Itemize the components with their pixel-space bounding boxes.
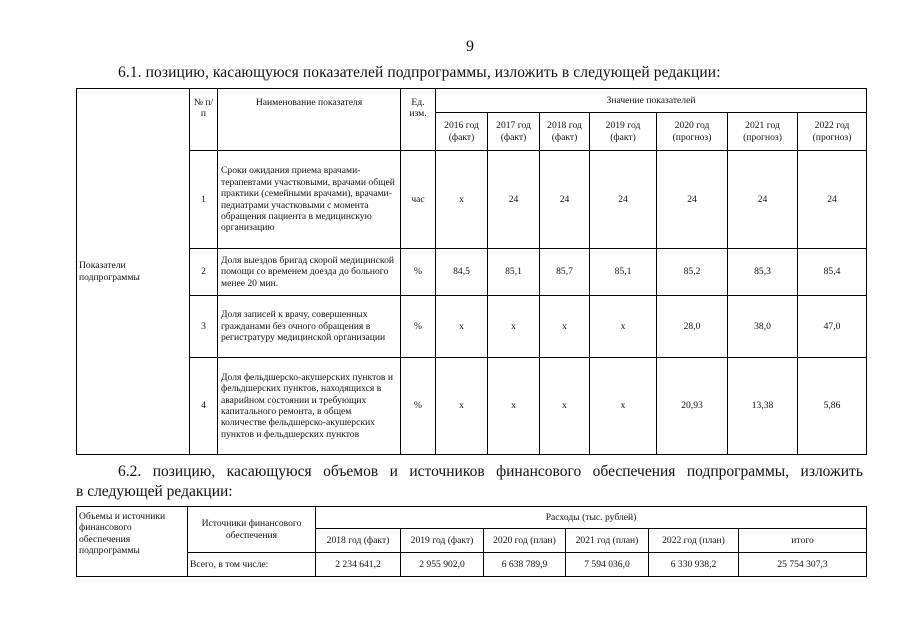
indicator-value: х [436,151,488,249]
indicator-value: 28,0 [657,296,728,358]
table-row [77,249,867,296]
funding-value: 6 638 789,9 [484,553,566,577]
indicator-value: 85,7 [540,249,590,296]
table-row [77,296,867,358]
indicator-value: 24 [540,151,590,249]
section-6-2-word: финансового [496,463,582,480]
indicator-value: х [590,296,657,358]
funding-value: 6 330 938,2 [649,553,739,577]
header-year: 2020 год (план) [484,529,566,553]
section-6-2-word: касающуюся [226,463,312,480]
header-year: 2019 год (факт) [590,113,657,151]
header-year: 2020 год (прогноз) [657,113,728,151]
indicator-unit: % [401,249,436,296]
section-6-2-word: источников [409,463,485,480]
header-year: 2016 год (факт) [436,113,488,151]
indicator-value: х [436,296,488,358]
indicator-name: Доля выездов бригад скорой медицинской помощи со временем доезда до больного менее 20 мин. [218,249,401,296]
header-unit: Ед. изм. [401,89,436,151]
indicator-name: Доля записей к врачу, совершенных гражданами без очного обращения в регистратуру медицинской организации [218,296,401,358]
indicator-name: Сроки ожидания приема врачами-терапевтами участковыми, врачами общей практики (семейными врачами), врачами-педиатрами участковыми с момента обращения пациента в медицинскую организацию [218,151,401,249]
indicator-value: х [590,358,657,455]
funding-value: 2 955 902,0 [401,553,484,577]
section-6-2-word: позицию, [152,463,216,480]
header-year: 2021 год (прогноз) [728,113,798,151]
indicator-value: 85,1 [590,249,657,296]
section-6-2-word: объемов [323,463,379,480]
header-year: 2021 год (план) [566,529,649,553]
indicator-value: 5,86 [798,358,867,455]
indicator-value: х [436,358,488,455]
header-year: 2022 год (прогноз) [798,113,867,151]
funding-source: Всего, в том числе: [188,553,316,577]
section-6-1-heading: 6.1. позицию, касающуюся показателей подпрограммы, изложить в следующей редакции: [118,64,721,81]
indicator-name: Доля фельдшерско-акушерских пунктов и фельдшерских пунктов, находящихся в аварийном состоянии и требующих капитального ремонта, в общем количестве фельдшерско-акушерских пунктов и фельдшерских пунктов [218,358,401,455]
header-funding-sources: Источники финансового обеспечения [188,507,316,553]
indicator-value: х [540,358,590,455]
indicator-value: 38,0 [728,296,798,358]
header-year: 2018 год (факт) [540,113,590,151]
page-number: 9 [466,38,474,55]
indicator-value: 85,1 [488,249,540,296]
funding-value: 25 754 307,3 [739,553,867,577]
indicator-value: 24 [590,151,657,249]
subprogram-indicators-table [76,88,867,455]
header-year: 2018 год (факт) [316,529,401,553]
indicator-value: 85,2 [657,249,728,296]
indicator-value: х [540,296,590,358]
section-6-2-heading [118,463,863,481]
row-number: 2 [190,249,218,296]
table-row [77,358,867,455]
indicator-value: 13,38 [728,358,798,455]
funding-row-label: Объемы и источники финансового обеспечения подпрограммы [77,507,188,577]
header-expenses: Расходы (тыс. рублей) [316,507,867,529]
header-year: 2019 год (факт) [401,529,484,553]
indicator-value: 24 [488,151,540,249]
header-indicator-name: Наименование показателя [218,89,401,151]
table-row [77,553,867,577]
indicator-unit: % [401,296,436,358]
row-number: 3 [190,296,218,358]
section-6-2-heading-cont: в следующей редакции: [76,483,233,500]
indicator-value: 85,3 [728,249,798,296]
row-number: 1 [190,151,218,249]
header-year: 2022 год (план) [649,529,739,553]
section-6-2-word: обеспечения [592,463,676,480]
indicator-value: х [488,358,540,455]
section-6-2-word: 6.2. [118,463,142,480]
row-number: 4 [190,358,218,455]
table-row [77,151,867,249]
header-year: 2017 год (факт) [488,113,540,151]
indicator-value: 47,0 [798,296,867,358]
indicator-value: 84,5 [436,249,488,296]
indicator-value: 24 [798,151,867,249]
indicator-value: 24 [728,151,798,249]
indicator-value: 85,4 [798,249,867,296]
funding-table [76,506,867,577]
indicator-unit: % [401,358,436,455]
section-6-2-word: и [389,463,398,480]
section-6-2-word: подпрограммы, [686,463,790,480]
header-values-group: Значение показателей [436,89,867,113]
header-number: № п/п [190,89,218,151]
funding-value: 2 234 641,2 [316,553,401,577]
header-total: итого [739,529,867,553]
funding-value: 7 594 036,0 [566,553,649,577]
indicators-row-label: Показатели подпрограммы [77,89,190,455]
indicator-unit: час [401,151,436,249]
indicator-value: 24 [657,151,728,249]
indicator-value: х [488,296,540,358]
indicator-value: 20,93 [657,358,728,455]
section-6-2-word: изложить [800,463,863,480]
